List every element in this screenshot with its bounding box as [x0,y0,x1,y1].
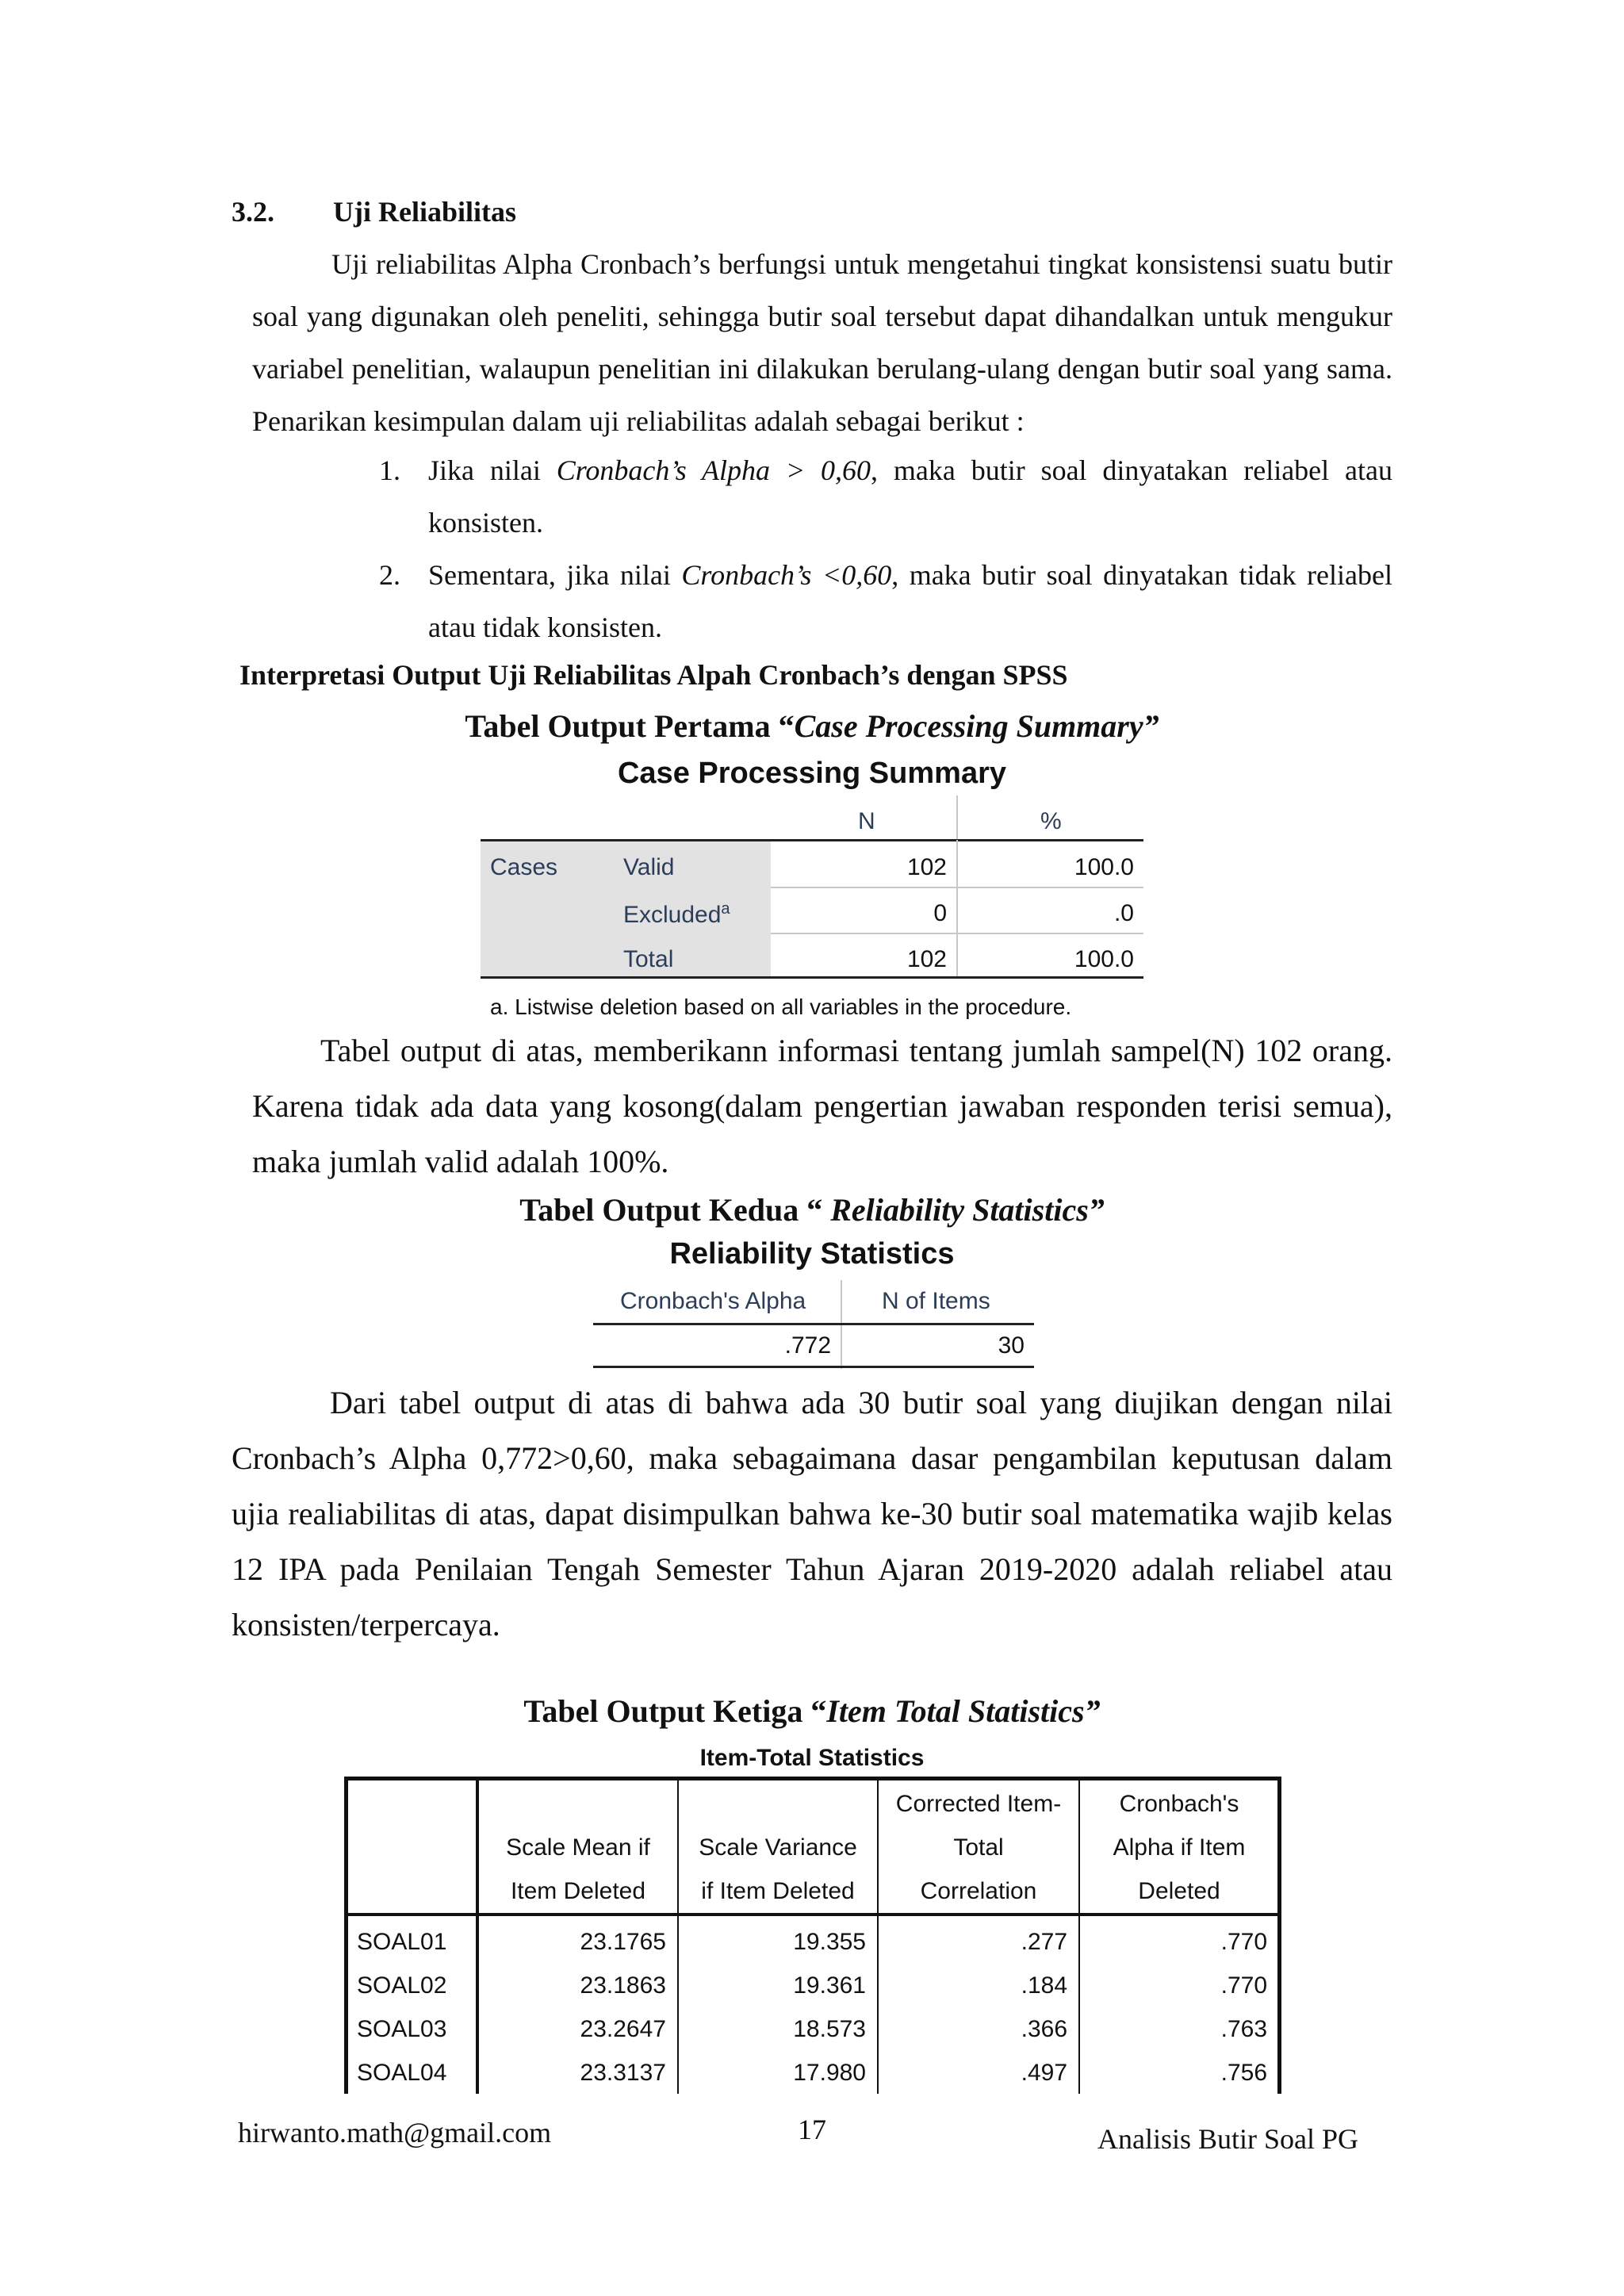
section-title: Uji Reliabilitas [333,196,516,228]
list-item: 2. Sementara, jika nilai Cronbach’s <0,60, maka butir soal dinyatakan tidak reliabel atau tidak konsisten. [379,549,1392,654]
list-number: 2. [379,559,400,591]
cell-total-pct: 100.0 [1074,946,1134,972]
col-header-percent: % [1040,808,1062,834]
cell-alpha: .772 [784,1332,831,1359]
cell-items: 30 [998,1332,1025,1359]
footer-email: hirwanto.math@gmail.com [238,2117,552,2148]
table2-caption: Tabel Output Kedua “ Reliability Statistics” [519,1192,1105,1228]
intro-paragraph [252,238,1392,447]
page-number: 17 [798,2114,826,2145]
row-label-excluded: Excluded$^a$ [623,900,730,928]
cell-valid-n: 102 [906,854,947,880]
item-total-table: Scale Mean if Item Deleted Scale Variance if Item Deleted Corrected Item- Total Correlation Cronbach's Alpha if Item Deleted SOAL01 23.1765 19.355 .277 .770 SOAL02 23.1863 19.361 .184 .770 SOAL03 23.2647 18.573 .366 .763 SOAL04 23.3137 17.980 .497 .756 [344,1777,1281,2094]
interpretation-heading: Interpretasi Output Uji Reliabilitas Alpah Cronbach’s dengan SPSS [239,659,1068,691]
col-header-scale-variance: Scale Variance if Item Deleted [699,1834,857,1904]
paragraph-after-table1: Tabel output di atas, memberikann informasi tentang jumlah sampel(N) 102 orang. Karena tidak ada data yang kosong(dalam pengertian jawaban responden terisi semua), maka jumlah valid adalah 100%. [252,1033,1392,1179]
cell-total-n: 102 [906,946,947,972]
col-header-corrected-correlation: Corrected Item- Total Correlation [895,1791,1062,1904]
table1-caption: Tabel Output Pertama “Case Processing Summary” [465,708,1159,744]
row-label-total: Total [623,946,674,972]
intro-text: Uji reliabilitas Alpha Cronbach’s berfungsi untuk mengetahui tingkat konsistensi suatu butir soal yang digunakan oleh peneliti, sehingga butir soal tersebut dapat dihandalkan untuk mengukur variabel penelitian, walaupun penelitian ini dilakukan berulang-ulang dengan butir soal yang sama. Penarikan kesimpulan dalam uji reliabilitas adalah sebagai berikut : [252,248,1392,437]
table2-title: Reliability Statistics [669,1237,955,1271]
row-group-cases: Cases [490,854,558,880]
footer-doc-title: Analisis Butir Soal PG [1097,2123,1359,2155]
table3-caption: Tabel Output Ketiga “Item Total Statistics” [523,1693,1101,1729]
table1-title: Case Processing Summary [617,757,1006,790]
criteria-list [379,444,1392,654]
table1-footnote: a. Listwise deletion based on all variables in the procedure. [490,995,1072,1019]
reliability-table [593,1280,1034,1369]
cell-excluded-n: 0 [933,900,947,926]
cell-excluded-pct: .0 [1113,900,1134,926]
col-header-items: N of Items [882,1288,990,1314]
section-number: 3.2. [232,196,274,228]
list-item: 1. Jika nilai Cronbach’s Alpha > 0,60, maka butir soal dinyatakan reliabel atau konsisten. [379,444,1392,549]
table3-title: Item-Total Statistics [699,1745,925,1771]
case-processing-table [481,795,1143,978]
paragraph-after-table2: Dari tabel output di atas di bahwa ada 30 butir soal yang diujikan dengan nilai Cronbach’s Alpha 0,772>0,60, maka sebagaimana dasar pengambilan keputusan dalam ujia realiabilitas di atas, dapat disimpulkan bahwa ke-30 butir soal matematika wajib kelas 12 IPA pada Penilaian Tengah Semester Tahun Ajaran 2019-2020 adalah reliabel atau konsisten/terpercaya. [232,1385,1392,1642]
row-label-valid: Valid [623,854,675,880]
col-header-alpha: Cronbach's Alpha [620,1288,806,1314]
col-header-scale-mean: Scale Mean if Item Deleted [506,1834,650,1904]
col-header-n: N [858,808,875,834]
list-number: 1. [379,454,400,486]
cell-valid-pct: 100.0 [1074,854,1134,880]
col-header-alpha-if-deleted: Cronbach's Alpha if Item Deleted [1113,1791,1246,1904]
